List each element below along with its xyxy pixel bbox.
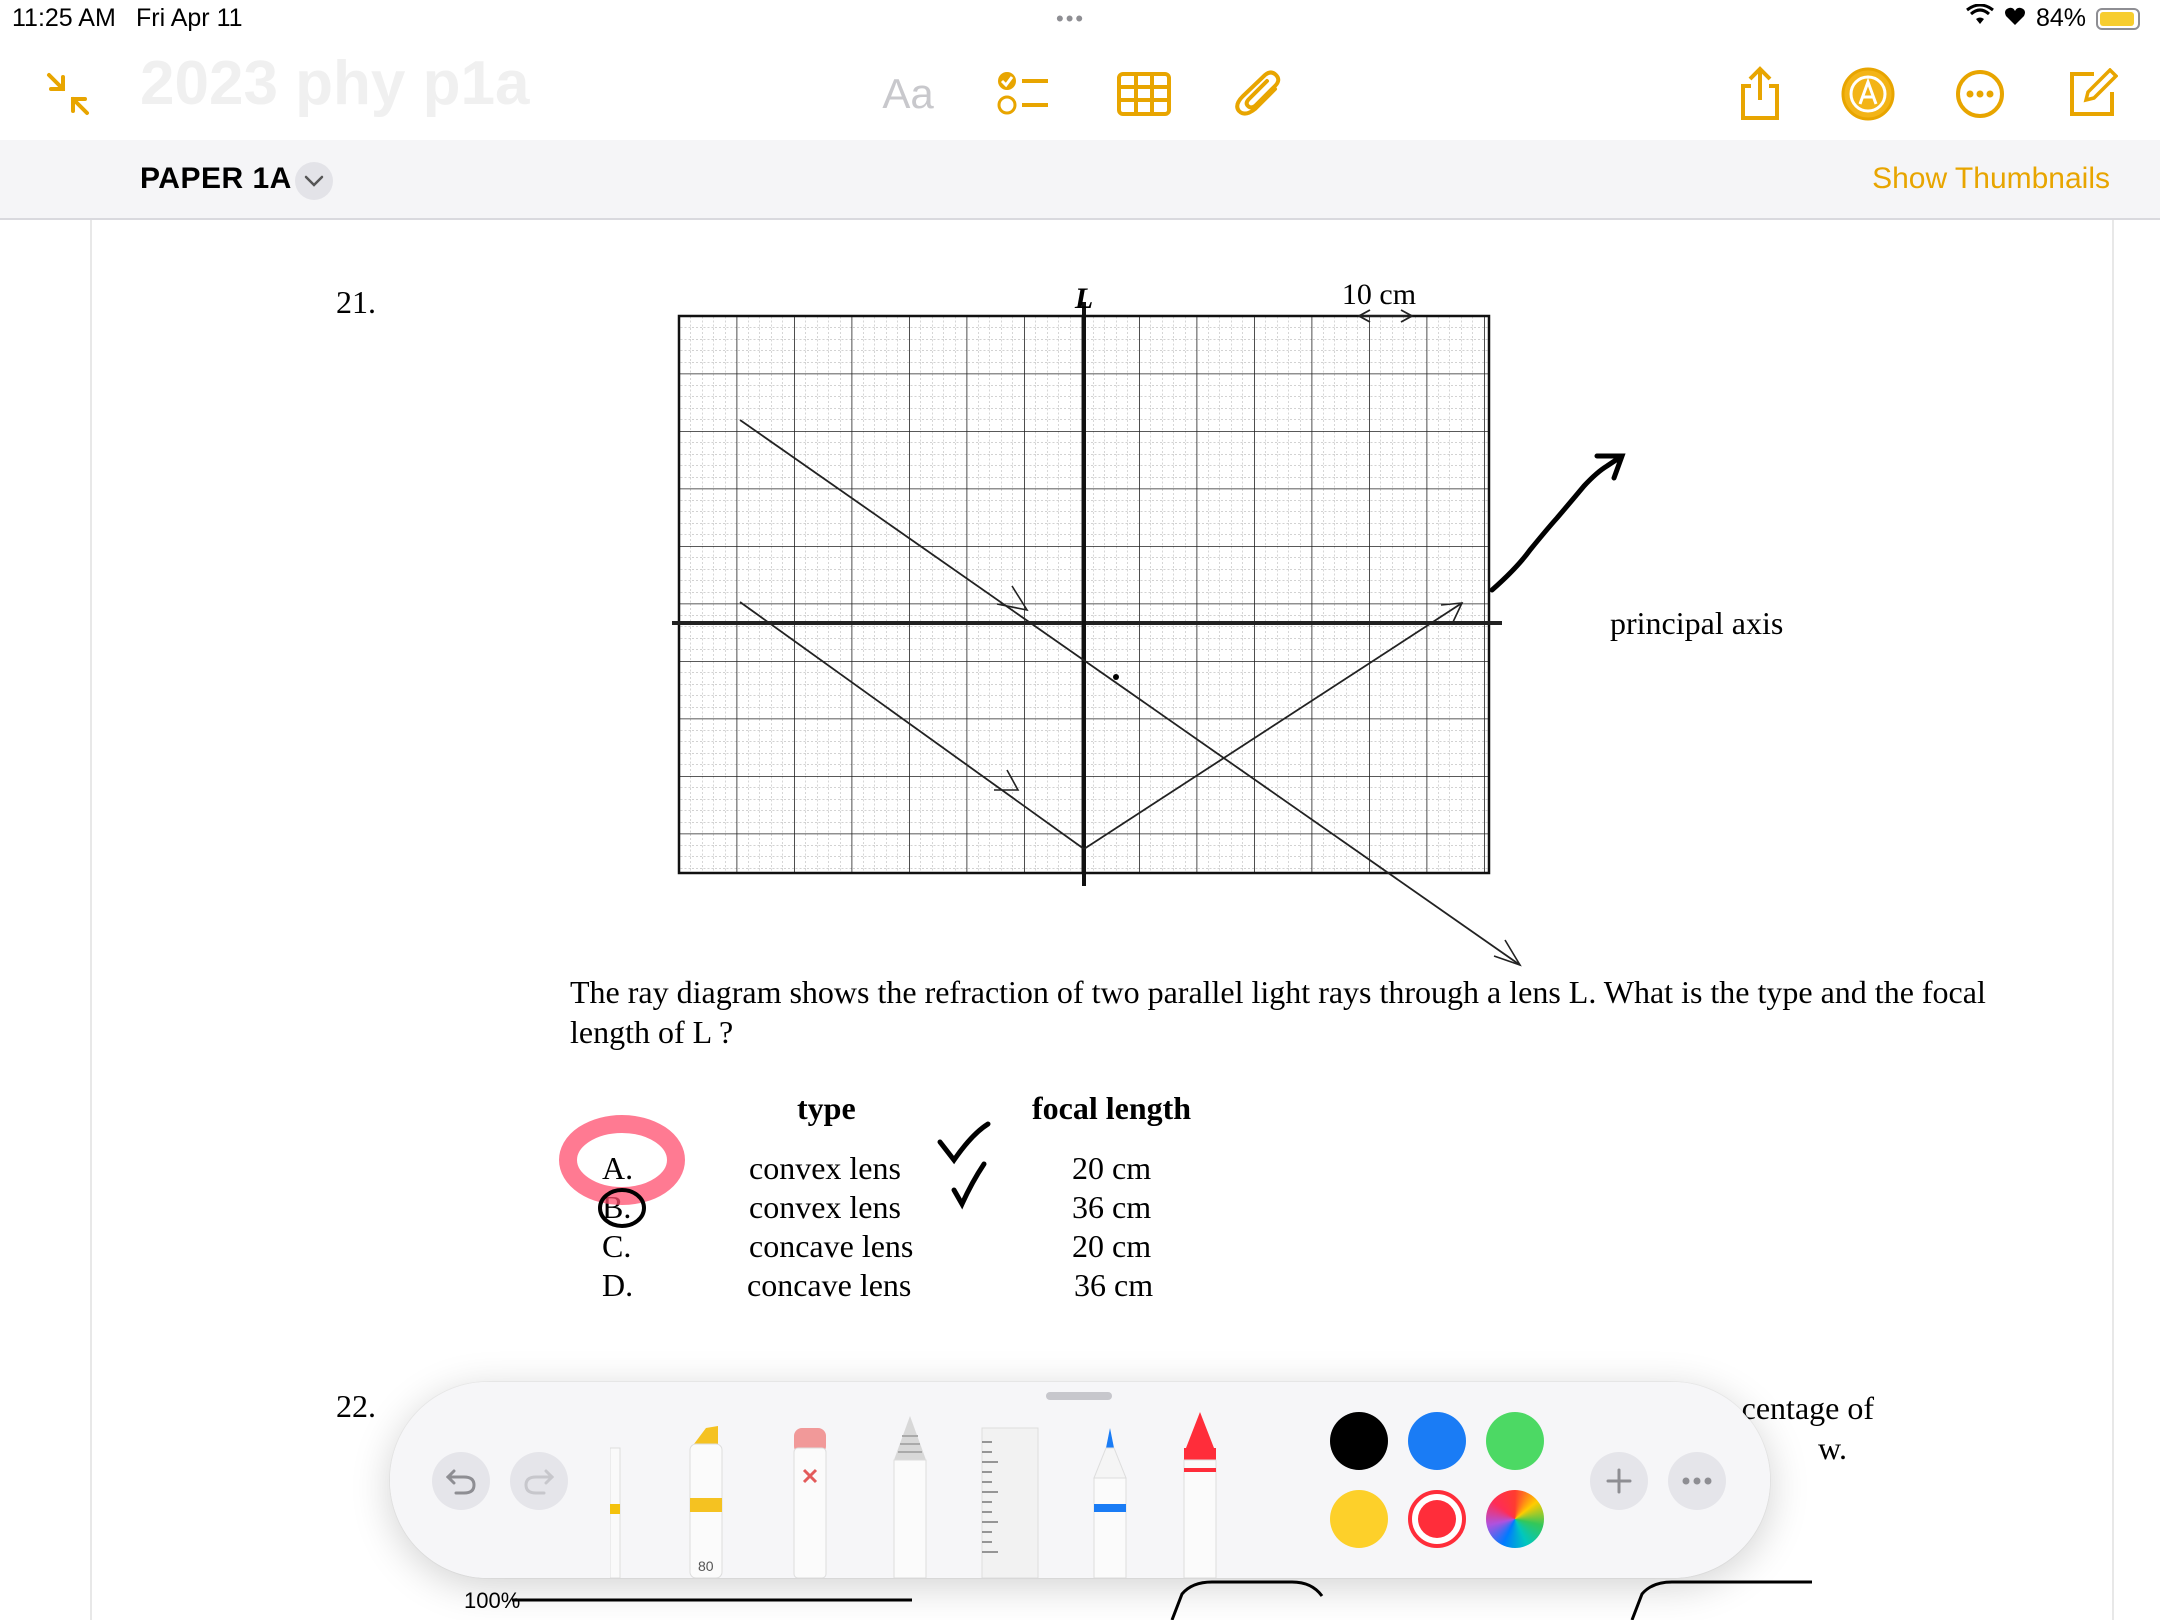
ink-dot xyxy=(1113,674,1119,680)
multitasking-dots[interactable]: ••• xyxy=(1056,6,1086,31)
palette-drag-handle[interactable] xyxy=(1046,1392,1112,1400)
status-bar xyxy=(0,0,2160,40)
palette-more-button[interactable] xyxy=(1668,1452,1726,1510)
markup-tool-palette[interactable] xyxy=(390,1382,1770,1578)
next-figure-fragment xyxy=(512,1576,1812,1620)
tick-marks xyxy=(932,1120,1012,1250)
color-swatch-red-selected[interactable] xyxy=(1408,1490,1466,1548)
option-type-b: convex lens xyxy=(749,1189,901,1225)
question-number-21: 21. xyxy=(336,284,376,320)
red-circle-annotation xyxy=(568,1124,676,1196)
option-letter-d: D. xyxy=(602,1267,634,1303)
markup-icon[interactable] xyxy=(1836,62,1900,126)
checklist-icon[interactable] xyxy=(992,62,1056,126)
focal-length-header: focal length xyxy=(1032,1090,1192,1126)
more-icon[interactable] xyxy=(1948,62,2012,126)
option-type-c: concave lens xyxy=(749,1228,914,1264)
color-swatch-green[interactable] xyxy=(1486,1412,1544,1470)
option-focal-b: 36 cm xyxy=(1072,1189,1152,1225)
option-letter-a: A. xyxy=(602,1150,634,1186)
battery-icon xyxy=(2096,8,2140,30)
question-21-text: The ray diagram shows the refraction of two parallel light rays through a lens L. What is the type and the focal length of L ? xyxy=(570,974,1986,1050)
option-letter-b: B. xyxy=(602,1189,632,1225)
redo-button[interactable] xyxy=(510,1452,568,1510)
undo-button[interactable] xyxy=(432,1452,490,1510)
option-focal-c: 20 cm xyxy=(1072,1228,1152,1264)
attachment-icon[interactable] xyxy=(1228,62,1292,126)
type-header: type xyxy=(797,1090,856,1126)
zoom-level: 100% xyxy=(464,1588,521,1613)
color-swatch-black[interactable] xyxy=(1330,1412,1388,1470)
principal-axis-label: principal axis xyxy=(1610,605,1784,641)
eraser-tool[interactable] xyxy=(790,1408,830,1578)
wifi-icon xyxy=(1966,4,1994,33)
color-swatch-yellow[interactable] xyxy=(1330,1490,1388,1548)
battery-percent: 84% xyxy=(2035,4,2086,32)
ray-diagram xyxy=(672,280,1852,1000)
pen-tool[interactable] xyxy=(610,1408,630,1578)
option-type-d: concave lens xyxy=(747,1267,912,1303)
crayon-tool[interactable] xyxy=(1180,1408,1220,1578)
question-22-text-line-1: centage of xyxy=(1741,1390,1874,1426)
question-22-text-line-2: w. xyxy=(1817,1430,1847,1466)
pencil-tool[interactable] xyxy=(890,1408,930,1578)
question-number-22: 22. xyxy=(336,1388,376,1424)
answer-annotations xyxy=(552,1110,812,1260)
document-title[interactable]: PAPER 1A xyxy=(140,162,292,195)
lens-label: L xyxy=(1074,282,1094,315)
format-text-label: Aa xyxy=(882,70,934,117)
option-type-a: convex lens xyxy=(749,1150,901,1186)
heart-icon xyxy=(2004,4,2026,33)
status-indicators xyxy=(1966,4,2140,33)
show-thumbnails-button[interactable]: Show Thumbnails xyxy=(1872,162,2110,195)
option-focal-d: 36 cm xyxy=(1074,1267,1154,1303)
ghost-note-title: 2023 phy p1a xyxy=(140,49,530,118)
highlighter-tool[interactable] xyxy=(686,1408,726,1578)
scale-label: 10 cm xyxy=(1341,280,1417,311)
share-icon[interactable] xyxy=(1728,62,1792,126)
handwritten-extension-stroke xyxy=(1492,456,1622,590)
color-picker-wheel[interactable] xyxy=(1486,1490,1544,1548)
status-time: 11:25 AM xyxy=(12,4,116,32)
chevron-down-icon[interactable] xyxy=(295,162,333,200)
collapse-icon[interactable] xyxy=(36,62,100,126)
top-toolbar xyxy=(0,40,2160,140)
table-icon[interactable] xyxy=(1112,62,1176,126)
option-letter-c: C. xyxy=(602,1228,632,1264)
compose-icon[interactable] xyxy=(2060,62,2124,126)
option-focal-a: 20 cm xyxy=(1072,1150,1152,1186)
format-text-icon[interactable] xyxy=(876,62,940,126)
fountain-pen-tool[interactable] xyxy=(1090,1408,1130,1578)
ruler-tool[interactable] xyxy=(980,1408,1040,1578)
color-swatch-blue[interactable] xyxy=(1408,1412,1466,1470)
marker-size-label: 80 xyxy=(698,1558,714,1574)
status-date: Fri Apr 11 xyxy=(136,4,243,32)
add-button[interactable] xyxy=(1590,1452,1648,1510)
